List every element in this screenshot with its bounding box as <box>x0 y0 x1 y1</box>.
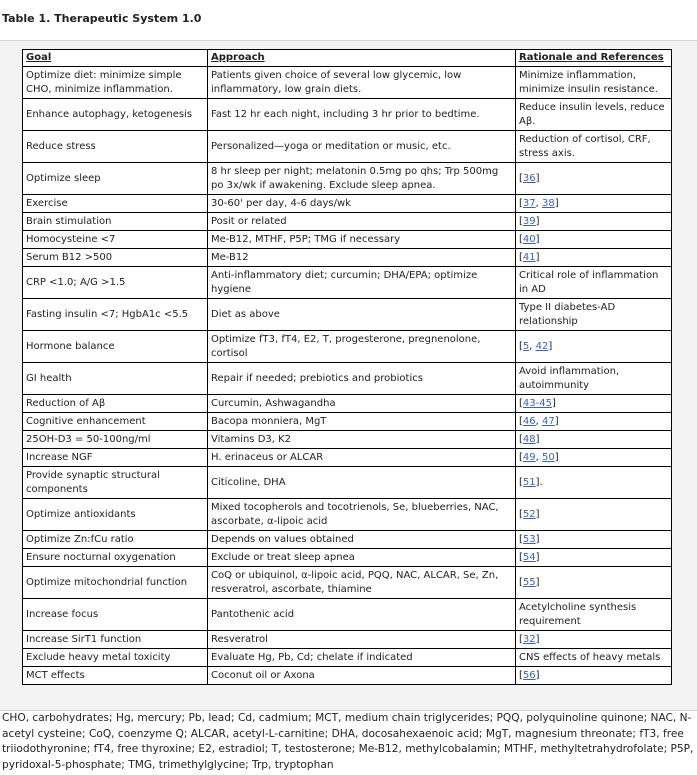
goal-cell: Optimize antioxidants <box>23 499 208 531</box>
table-caption: Table 1. Therapeutic System 1.0 <box>2 12 202 25</box>
reference-link[interactable]: 51 <box>522 476 536 488</box>
header-approach: Approach <box>208 50 516 67</box>
approach-cell: Evaluate Hg, Pb, Cd; chelate if indicated <box>208 649 516 667</box>
reference-cell: [55] <box>516 567 672 599</box>
approach-cell: Bacopa monniera, MgT <box>208 413 516 431</box>
goal-cell: Homocysteine <7 <box>23 231 208 249</box>
reference-link[interactable]: 42 <box>535 340 549 352</box>
table-row <box>23 331 672 363</box>
table-row <box>23 467 672 499</box>
approach-cell: Me-B12, MTHF, P5P; TMG if necessary <box>208 231 516 249</box>
goal-cell: GI health <box>23 363 208 395</box>
approach-cell: Anti-inflammatory diet; curcumin; DHA/EPA; optimize hygiene <box>208 267 516 299</box>
therapeutic-table <box>22 49 672 685</box>
reference-cell: [39] <box>516 213 672 231</box>
reference-link[interactable]: 43-45 <box>522 397 552 409</box>
goal-cell: Hormone balance <box>23 331 208 363</box>
table-row <box>23 667 672 685</box>
reference-cell: [52] <box>516 499 672 531</box>
table-row <box>23 163 672 195</box>
goal-cell: Serum B12 >500 <box>23 249 208 267</box>
rationale-cell: CNS effects of heavy metals <box>516 649 672 667</box>
reference-link[interactable]: 55 <box>522 576 536 588</box>
reference-cell: [36] <box>516 163 672 195</box>
table-row <box>23 231 672 249</box>
reference-link[interactable]: 52 <box>522 508 536 520</box>
approach-cell: Optimize fT3, fT4, E2, T, progesterone, pregnenolone, cortisol <box>208 331 516 363</box>
goal-cell: Provide synaptic structural components <box>23 467 208 499</box>
table-body <box>23 67 672 685</box>
goal-cell: Optimize diet: minimize simple CHO, minimize inflammation. <box>23 67 208 99</box>
goal-cell: Exclude heavy metal toxicity <box>23 649 208 667</box>
reference-cell: [53] <box>516 531 672 549</box>
reference-cell: [49, 50] <box>516 449 672 467</box>
reference-link[interactable]: 32 <box>522 633 536 645</box>
table-row <box>23 267 672 299</box>
reference-suffix: . <box>539 476 543 488</box>
approach-cell: Mixed tocopherols and tocotrienols, Se, blueberries, NAC, ascorbate, α-lipoic acid <box>208 499 516 531</box>
reference-link[interactable]: 36 <box>522 172 536 184</box>
rationale-cell: Critical role of inflammation in AD <box>516 267 672 299</box>
approach-cell: Curcumin, Ashwagandha <box>208 395 516 413</box>
table-row <box>23 413 672 431</box>
approach-cell: CoQ or ubiquinol, α-lipoic acid, PQQ, NAC, ALCAR, Se, Zn, resveratrol, ascorbate, thiamine <box>208 567 516 599</box>
goal-cell: Reduce stress <box>23 131 208 163</box>
table-row <box>23 99 672 131</box>
header-rationale: Rationale and References <box>516 50 672 67</box>
reference-cell: [41] <box>516 249 672 267</box>
approach-cell: Patients given choice of several low glycemic, low inflammatory, low grain diets. <box>208 67 516 99</box>
reference-link[interactable]: 47 <box>542 415 555 427</box>
rationale-cell: Avoid inflammation, autoimmunity <box>516 363 672 395</box>
goal-cell: CRP <1.0; A/G >1.5 <box>23 267 208 299</box>
approach-cell: Diet as above <box>208 299 516 331</box>
reference-cell: [56] <box>516 667 672 685</box>
goal-cell: Optimize mitochondrial function <box>23 567 208 599</box>
header-goal: Goal <box>23 50 208 67</box>
table-row <box>23 531 672 549</box>
table-row <box>23 549 672 567</box>
reference-cell: [54] <box>516 549 672 567</box>
table-row <box>23 431 672 449</box>
reference-link[interactable]: 5 <box>522 340 530 352</box>
reference-link[interactable]: 40 <box>522 233 536 245</box>
approach-cell: Me-B12 <box>208 249 516 267</box>
table-row <box>23 599 672 631</box>
approach-cell: Exclude or treat sleep apnea <box>208 549 516 567</box>
reference-link[interactable]: 37 <box>522 197 536 209</box>
approach-cell: Vitamins D3, K2 <box>208 431 516 449</box>
goal-cell: Ensure nocturnal oxygenation <box>23 549 208 567</box>
approach-cell: Repair if needed; prebiotics and probiotics <box>208 363 516 395</box>
goal-cell: Fasting insulin <7; HgbA1c <5.5 <box>23 299 208 331</box>
table-row <box>23 67 672 99</box>
reference-cell: [37, 38] <box>516 195 672 213</box>
goal-cell: Increase NGF <box>23 449 208 467</box>
reference-cell: [43-45] <box>516 395 672 413</box>
approach-cell: 8 hr sleep per night; melatonin 0.5mg po qhs; Trp 500mg po 3x/wk if awakening. Exclude sleep apnea. <box>208 163 516 195</box>
reference-link[interactable]: 50 <box>542 451 555 463</box>
goal-cell: Increase focus <box>23 599 208 631</box>
reference-cell: [40] <box>516 231 672 249</box>
rationale-cell: Minimize inflammation, minimize insulin resistance. <box>516 67 672 99</box>
table-row <box>23 195 672 213</box>
goal-cell: Enhance autophagy, ketogenesis <box>23 99 208 131</box>
goal-cell: Reduction of Aβ <box>23 395 208 413</box>
table-row <box>23 631 672 649</box>
goal-cell: 25OH-D3 = 50-100ng/ml <box>23 431 208 449</box>
approach-cell: Posit or related <box>208 213 516 231</box>
table-row <box>23 213 672 231</box>
approach-cell: Fast 12 hr each night, including 3 hr prior to bedtime. <box>208 99 516 131</box>
goal-cell: Optimize Zn:fCu ratio <box>23 531 208 549</box>
reference-cell: [32] <box>516 631 672 649</box>
reference-link[interactable]: 46 <box>522 415 536 427</box>
table-row <box>23 649 672 667</box>
reference-cell: [48] <box>516 431 672 449</box>
approach-cell: Pantothenic acid <box>208 599 516 631</box>
rationale-cell: Reduction of cortisol, CRF, stress axis. <box>516 131 672 163</box>
reference-cell: [51]. <box>516 467 672 499</box>
reference-link[interactable]: 53 <box>522 533 536 545</box>
reference-link[interactable]: 54 <box>522 551 536 563</box>
reference-cell: [46, 47] <box>516 413 672 431</box>
table-row <box>23 299 672 331</box>
table-row <box>23 363 672 395</box>
reference-link[interactable]: 38 <box>542 197 555 209</box>
goal-cell: Exercise <box>23 195 208 213</box>
table-row <box>23 567 672 599</box>
approach-cell: Resveratrol <box>208 631 516 649</box>
approach-cell: H. erinaceus or ALCAR <box>208 449 516 467</box>
table-row <box>23 249 672 267</box>
approach-cell: 30-60' per day, 4-6 days/wk <box>208 195 516 213</box>
table-row <box>23 449 672 467</box>
table-row <box>23 499 672 531</box>
table-row <box>23 131 672 163</box>
table-header-row <box>23 50 672 67</box>
goal-cell: Cognitive enhancement <box>23 413 208 431</box>
goal-cell: Brain stimulation <box>23 213 208 231</box>
reference-link[interactable]: 48 <box>522 433 536 445</box>
goal-cell: Optimize sleep <box>23 163 208 195</box>
goal-cell: Increase SirT1 function <box>23 631 208 649</box>
reference-link[interactable]: 49 <box>522 451 536 463</box>
table-row <box>23 395 672 413</box>
goal-cell: MCT effects <box>23 667 208 685</box>
reference-link[interactable]: 39 <box>522 215 536 227</box>
reference-cell: [5, 42] <box>516 331 672 363</box>
approach-cell: Depends on values obtained <box>208 531 516 549</box>
rationale-cell: Reduce insulin levels, reduce Aβ. <box>516 99 672 131</box>
abbreviations-footnote: CHO, carbohydrates; Hg, mercury; Pb, lead; Cd, cadmium; MCT, medium chain triglycerides; PQQ, polyquinoline quinone; NAC, N-acetyl cysteine; CoQ, coenzyme Q; ALCAR, acetyl-L-carnitine; DHA, docosahexaenoic acid; MgT, magnesium threonate; fT3, free triiodothyronine; fT4, free thyroxine; E2, estradiol; T, testosterone; Me-B12, methylcobalamin; MTHF, methyltetrahydrofolate; P5P, pyridoxal-5-phosphate; TMG, trimethylglycine; Trp, tryptophan <box>2 712 694 771</box>
reference-link[interactable]: 56 <box>522 669 536 681</box>
rationale-cell: Acetylcholine synthesis requirement <box>516 599 672 631</box>
rationale-cell: Type II diabetes-AD relationship <box>516 299 672 331</box>
reference-link[interactable]: 41 <box>522 251 536 263</box>
approach-cell: Citicoline, DHA <box>208 467 516 499</box>
approach-cell: Coconut oil or Axona <box>208 667 516 685</box>
table-panel <box>0 40 697 711</box>
approach-cell: Personalized—yoga or meditation or music, etc. <box>208 131 516 163</box>
